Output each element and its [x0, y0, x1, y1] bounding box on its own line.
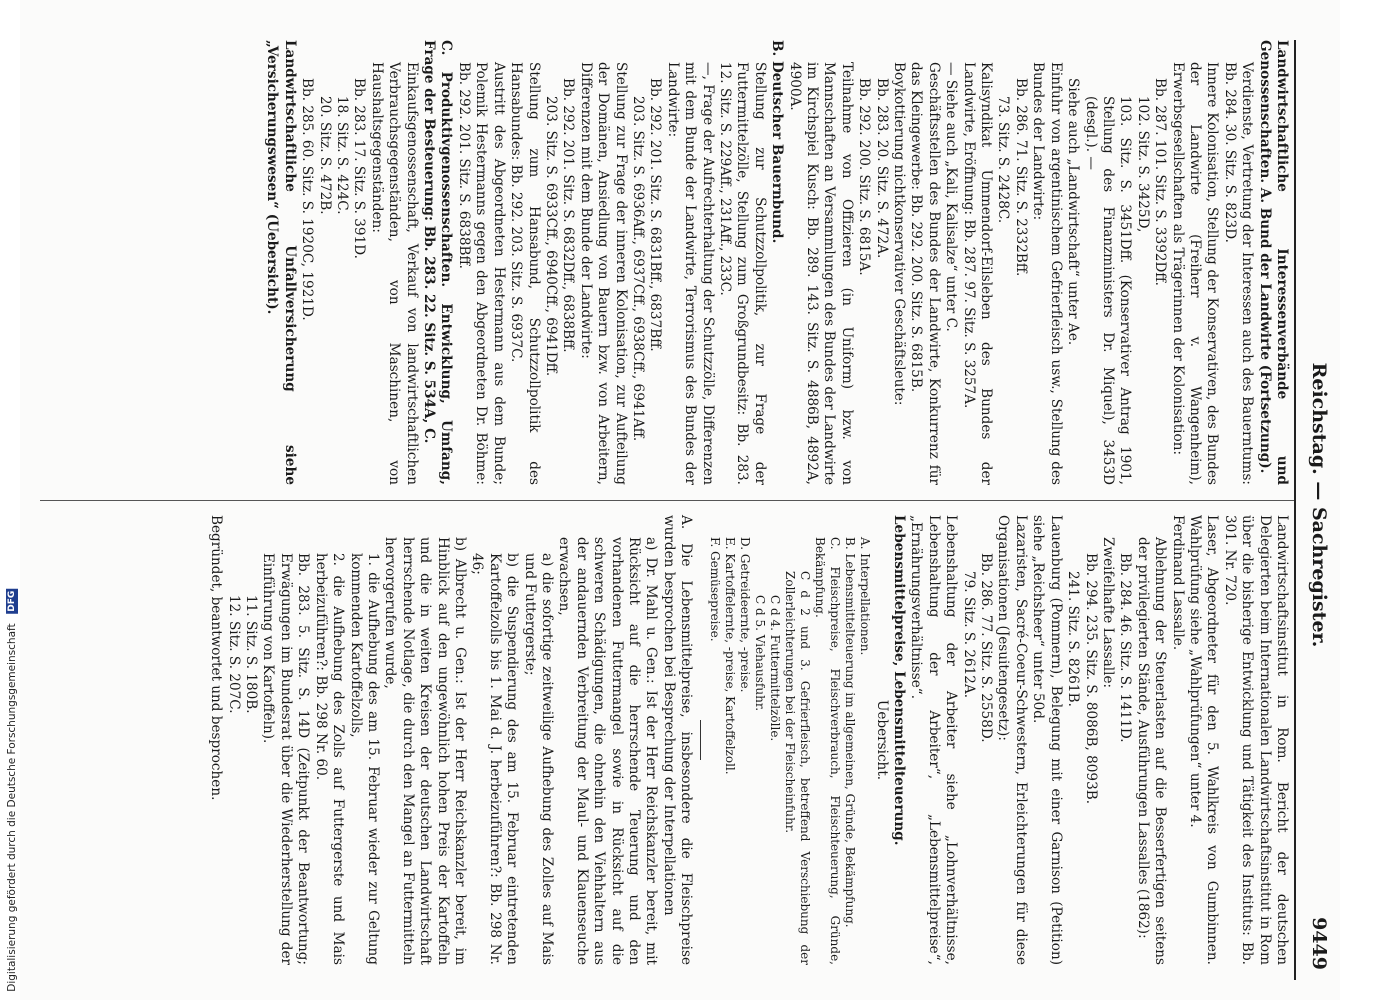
digitization-note: [6, 589, 18, 992]
left-column: [263, 40, 1290, 485]
index-entry: Siehe auch „Landwirtschaft“ unter Ae.: [1065, 78, 1082, 346]
index-entry: C. Produktivgenossenschaften. Entwicklung, Umfang, Frage der Besteuerung: Bb. 283. 22. Sitz. S. 534A, C.: [421, 40, 455, 485]
index-entry: Einfuhr von argentinischem Gefrierfleisch usw., Stellung des Bundes der Landwirte:: [1030, 62, 1064, 485]
right-column: [207, 515, 1290, 965]
index-entry: Bb. 286. 71. Sitz. S. 2332Bff.: [1012, 78, 1029, 277]
index-entry: Bb. 285. 60. Sitz. S. 1920C, 1921D.: [299, 78, 316, 321]
index-entry: Bb. 292. 200. Sitz. S. 6815A.: [856, 78, 873, 276]
index-entry: a) Dr. Mahl u. Gen.: Ist der Herr Reichskanzler bereit, mit Rücksicht auf die herrschende Teuerung und den vorhandenen Futtermangel sowie in Rücksicht auf die schweren Schädigungen, die ohnehin den Viehhaltern aus der andauernden Verbreitung der Maul- und Klauenseuche erwachsen,: [556, 537, 660, 965]
index-entry: Kalisyndikat Ummendorf-Eilsleben des Bundes der Landwirte, Eröffnung: Bb. 287. 97. Sitz. S. 3257A.: [960, 62, 995, 485]
index-entry: Laser, Abgeordneter für den 5. Wahlkreis von Gumbinnen. Wahlprüfung siehe „Wahlprüfungen“ unter 4.: [1186, 515, 1221, 965]
index-entry: B. Deutscher Bauernbund.: [769, 40, 786, 244]
index-entry: Ferdinand Lassalle.: [1169, 515, 1186, 651]
index-entry: A. Interpellationen.: [858, 537, 873, 656]
index-entry: 79. Sitz. S. 2612A.: [960, 571, 977, 699]
index-entry: 103. Sitz. S. 3451Dff. (Konservativer Antrag 1901, Stellung des Finanzministers Dr. Miquel), 3453D (desgl.). —: [1082, 96, 1134, 485]
index-entry: Verdienste, Vertretung der Interessen auch des Bauerntums: Bb. 284. 30. Sitz. S. 823D.: [1221, 62, 1256, 485]
section-separator: [700, 720, 701, 760]
page-number: 9449: [1308, 917, 1330, 970]
running-head-title: Reichstag. — Sachregister.: [1308, 362, 1330, 648]
index-entry: Bb. 292. 201. Sitz. S. 6832Dff., 6838Bff.: [560, 78, 577, 353]
index-entry: —, Frage der Aufrechterhaltung der Schutzzölle, Differenzen mit dem Bunde der Landwirte, Terrorismus des Bundes der Landwirte:: [664, 62, 716, 485]
index-entry: Bb. 283. 17. Sitz. S. 391D.: [351, 78, 368, 259]
index-entry: Innere Kolonisation, Stellung der Konservativen, des Bundes der Landwirte (Freiherr v. Wangenheim), Erwerbsgesellschaften als Trägerinnen der Kolonisation:: [1169, 62, 1221, 485]
index-entry: 2. die Aufhebung des Zolls auf Futtergerste und Mais herbeizuführen?: Bb. 298 Nr. 60.: [312, 553, 347, 965]
index-entry: 73. Sitz. S. 2428C.: [995, 96, 1012, 224]
index-entry: 1. die Aufhebung des am 15. Februar wieder zur Geltung kommenden Kartoffelzolls,: [347, 553, 381, 965]
index-entry: C d 4. Futtermittelzölle.: [768, 595, 783, 742]
index-entry: Bb. 284. 46. Sitz. S. 1411D.: [1117, 553, 1134, 743]
index-entry: Bb. 287. 101. Sitz. S. 3392Dff.: [1152, 78, 1169, 286]
column-divider: [40, 500, 1294, 501]
index-entry: Lauenburg (Pommern), Belegung mit einer Garnison (Petition) siehe „Reichsheer“ unter 50d.: [1030, 515, 1064, 965]
index-entry: Lebensmittelpreise, Lebensmittelteuerung.: [891, 515, 908, 846]
index-entry: Boykottierung nichtkonservativer Geschäftsleute:: [891, 62, 908, 406]
index-entry: Bb. 283. 5. Sitz. S. 14D (Zeitpunkt der Beantwortung; Erwägungen im Bundesrat über die Wiederherstellung der Einführung von Kartoffeln).: [260, 553, 312, 965]
index-entry: Zweifelhafte Lassalle:: [1099, 537, 1116, 689]
index-entry: Stellung zum Hansabund, Schutzzollpolitik des Hansabundes: Bb. 292. 203. Sitz. S. 6937C.: [508, 62, 542, 485]
document-page: [20, 0, 1340, 1000]
dfg-logo: DFG: [7, 591, 17, 613]
index-entry: Bb. 292. 201. Sitz. S. 6831Bff., 6837Bff.: [647, 78, 664, 352]
index-entry: b) Albrecht u. Gen.: Ist der Herr Reichskanzler bereit, im Hinblick auf den ungewöhnlich hohen Preis der Kartoffeln und die in weiten Kreisen der deutschen Landwirtschaft herrschende Notlage, die durch den Mangel an Futtermitteln hervorgerufen wurde,: [382, 537, 468, 965]
index-entry: C d 2 und 3. Gefrierfleisch, betreffend Verschiebung der Zollerleichterungen bei der Fleischeinfuhr.: [783, 571, 813, 965]
index-entry: Lazaristen, Sacré-Coeur-Schwestern, Erleichterungen für diese Organisationen (Jesuitengesetz):: [995, 515, 1029, 965]
digitization-note-text: Digitalisierung gefördert durch die Deutsche Forschungsgemeinschaft: [6, 623, 18, 992]
index-entry: 18. Sitz. S. 424C.: [334, 96, 351, 215]
index-entry: Einkaufsgenossenschaft, Verkauf von landwirtschaftlichen Verbrauchsgegenständen, von Maschinen, von Haushaltsgegenständen:: [368, 62, 420, 485]
index-entry: A. Die Lebensmittelpreise, insbesondere die Fleischpreise wurden besprochen bei Besprechung der Interpellationen: [660, 515, 695, 965]
index-entry: 203. Sitz. S. 6933Cff., 6940Cff., 6941Dff.: [542, 96, 559, 377]
index-entry: Begründet, beantwortet und besprochen.: [208, 515, 225, 801]
index-entry: Geschäftsstellen des Bundes der Landwirte, Konkurrenz für das Kleingewerbe: Bb. 292. 200. Sitz. S. 6815B.: [908, 62, 942, 485]
running-head: [1300, 40, 1330, 970]
index-entry: 11. Sitz. S. 180B.: [243, 595, 260, 714]
index-entry: Bb. 283. 20. Sitz. S. 472A.: [873, 78, 890, 259]
index-entry: 20. Sitz. S. 472B.: [316, 96, 333, 215]
index-entry: Uebersicht.: [873, 699, 890, 781]
index-entry: 102. Sitz. S. 3425D,: [1134, 96, 1151, 233]
index-entry: Teilnahme von Offizieren (in Uniform) bzw. von Mannschaften an Versammlungen des Bundes der Landwirte im Kirchspiel Kusch: Bb. 289. 143. Sitz. S. 4886B, 4892A, 4900A.: [786, 62, 855, 485]
index-entry: F. Gemüsepreise.: [708, 537, 723, 642]
index-entry: D. Getreideernte, -preise.: [738, 537, 753, 693]
header-rule: [1294, 40, 1296, 980]
index-entry: Lebenshaltung der Arbeiter siehe „Lohnverhältnisse, Lebenshaltung der Arbeiter“, „Lebensmittelpreise“, „Ernährungsverhältnisse“.: [908, 515, 960, 965]
index-entry: C d 5. Viehausfuhr.: [753, 595, 768, 712]
index-entry: C. Fleischpreise, Fleischverbrauch, Fleischteuerung, Gründe, Bekämpfung.: [813, 537, 843, 965]
index-entry: Landwirtschaftsinstitut in Rom. Bericht der deutschen Delegierten beim Internationalen Landwirtschaftsinstitut in Rom über die bisherige Entwicklung und Tätigkeit des Instituts: Bb. 301. Nr. 720.: [1221, 515, 1290, 965]
index-entry: Stellung zur Schutzzollpolitik, zur Frage der Futtermittelzölle, Stellung zum Großgrundbesitz: Bb. 283. 12. Sitz. S. 229Aff., 231Aff., 233C.: [717, 62, 768, 485]
index-entry: E. Kartoffelernte, -preise, Kartoffelzoll.: [723, 537, 738, 775]
index-entry: B. Lebensmittelteuerung im allgemeinen, Gründe, Bekämpfung.: [843, 537, 858, 928]
index-entry: Austritt des Abgeordneten Hestermann aus dem Bunde; Polemik Hestermanns gegen den Abgeordneten Dr. Böhme: Bb. 292. 201. Sitz. S. 6838Bff.: [455, 62, 507, 485]
index-entry: Bb. 294. 235. Sitz. S. 8086B, 8093B.: [1082, 553, 1099, 805]
index-entry: Ablehnung der Steuerlasten auf die Besserfertigen seitens der privilegierten Stände, Ausführungen Lassalles (1862):: [1134, 537, 1169, 965]
index-entry: Bb. 286. 77. Sitz. S. 2558D.: [978, 553, 995, 743]
index-entry: Stellung zur Frage der inneren Kolonisation, zur Aufteilung der Domänen, Ansiedlung von Bauern bzw. von Arbeitern, Differenzen mit dem Bunde der Landwirte:: [577, 62, 629, 485]
index-entry: — Siehe auch „Kali, Kalisalze“ unter C.: [943, 62, 960, 332]
index-entry: Landwirtschaftliche Interessenverbände und Genossenschaften. A. Bund der Landwirte (Fortsetzung).: [1256, 40, 1290, 485]
index-entry: 12. Sitz. S. 207C.: [225, 595, 242, 714]
index-entry: b) die Suspendierung des am 15. Februar eintretenden Kartoffelzolls bis 1. Mai d. J. herbeizuführen?: Bb. 298 Nr. 46;: [469, 553, 521, 965]
index-entry: a) die sofortige zeitweilige Aufhebung des Zolles auf Mais und Futtergerste;: [521, 553, 555, 965]
index-entry: 203. Sitz. S. 6936Aff., 6937Cff., 6938Cff., 6941Aff.: [629, 96, 646, 442]
index-entry: 241. Sitz. S. 8261B.: [1065, 571, 1082, 707]
index-entry: Landwirtschaftliche Unfallversicherung siehe „Versicherungswesen“ (Uebersicht).: [264, 40, 298, 485]
